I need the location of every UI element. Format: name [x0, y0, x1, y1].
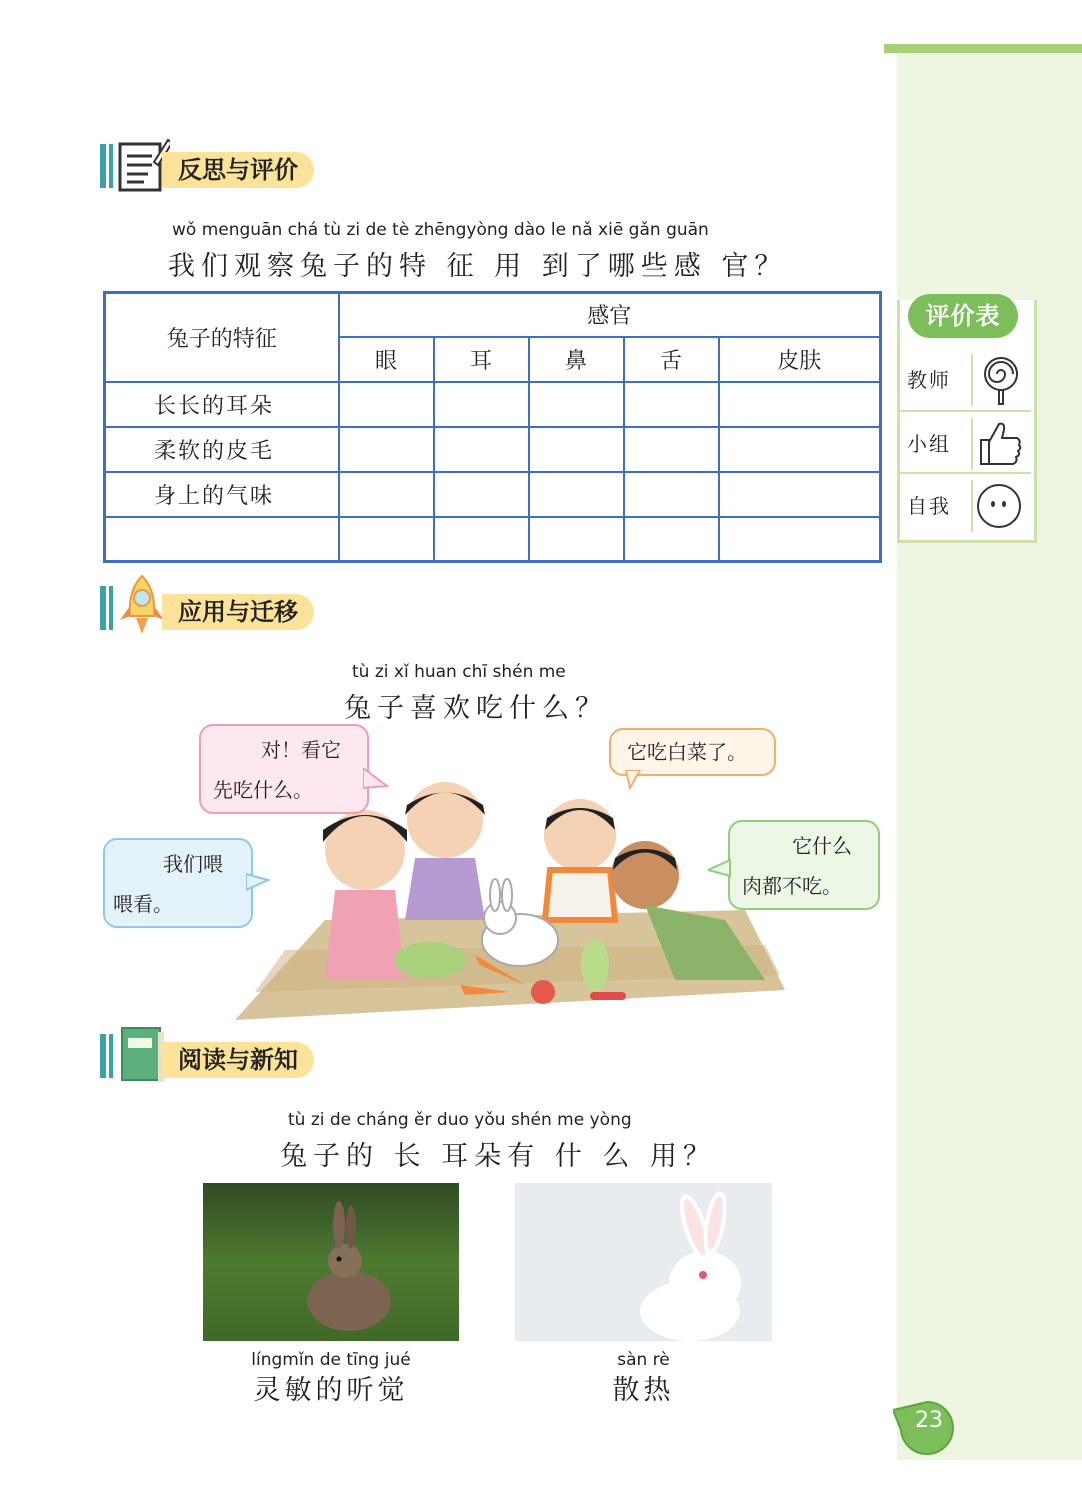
question-pinyin: tù zi de cháng ěr duo yǒu shén me yòng	[288, 1110, 632, 1130]
bubble-tail	[363, 768, 389, 792]
check-cell[interactable]	[624, 517, 719, 562]
check-cell[interactable]	[529, 472, 624, 517]
check-cell[interactable]	[339, 472, 434, 517]
check-cell[interactable]	[719, 472, 881, 517]
check-cell[interactable]	[719, 427, 881, 472]
check-cell[interactable]	[529, 427, 624, 472]
senses-table	[103, 291, 882, 563]
caption-cooling: sàn rè 散热	[612, 1350, 675, 1406]
check-cell[interactable]	[624, 382, 719, 427]
question-text: 我们观察兔子的特 征 用 到了哪些感 官？	[168, 251, 788, 282]
smiley-face-icon[interactable]	[971, 480, 1025, 532]
table-row	[105, 427, 881, 472]
section-title: 阅读与新知	[162, 1042, 314, 1078]
question-text: 兔子的 长 耳朵有 什 么 用？	[280, 1141, 716, 1172]
speech-bubble-orange: 它吃白菜了。	[609, 728, 776, 776]
eval-row-teacher	[897, 348, 1031, 410]
feature-cell: 柔软的皮毛	[105, 427, 339, 472]
check-cell[interactable]	[529, 382, 624, 427]
bubble-tail	[708, 858, 732, 880]
check-cell[interactable]	[529, 517, 624, 562]
thumbs-up-icon[interactable]	[971, 418, 1025, 470]
header-senses: 感官	[339, 293, 881, 337]
speech-bubble-green: 它什么 肉都不吃。	[728, 820, 880, 910]
check-cell[interactable]	[624, 427, 719, 472]
cabbage	[394, 942, 466, 978]
check-cell[interactable]	[339, 382, 434, 427]
table-row	[105, 472, 881, 517]
eval-row-group	[897, 410, 1031, 474]
section-title: 反思与评价	[162, 152, 314, 188]
feature-cell[interactable]	[105, 517, 339, 562]
check-cell[interactable]	[339, 427, 434, 472]
page-number: 23	[915, 1408, 943, 1433]
sense-nose: 鼻	[529, 337, 624, 382]
wild-rabbit-photo	[203, 1183, 459, 1341]
question-text: 兔子喜欢吃什么？	[344, 693, 608, 724]
check-cell[interactable]	[434, 427, 529, 472]
check-cell[interactable]	[339, 517, 434, 562]
eval-label: 小组	[907, 432, 951, 456]
question-pinyin: tù zi xǐ huan chī shén me	[352, 662, 566, 682]
check-cell[interactable]	[434, 472, 529, 517]
bubble-tail	[624, 770, 644, 790]
header-feature: 兔子的特征	[105, 293, 339, 382]
sense-tongue: 舌	[624, 337, 719, 382]
speech-bubble-pink: 对！看它 先吃什么。	[199, 724, 369, 814]
sense-ear: 耳	[434, 337, 529, 382]
feature-cell: 长长的耳朵	[105, 382, 339, 427]
right-margin-band	[897, 50, 1082, 1460]
bubble-tail	[246, 872, 270, 894]
table-row	[105, 517, 881, 562]
feature-cell: 身上的气味	[105, 472, 339, 517]
check-cell[interactable]	[719, 382, 881, 427]
lollipop-icon[interactable]	[971, 354, 1025, 406]
eval-row-self	[897, 472, 1031, 536]
eval-label: 自我	[907, 494, 951, 518]
caption-hearing: língmǐn de tīng jué 灵敏的听觉	[251, 1350, 411, 1406]
section-title: 应用与迁移	[162, 594, 314, 630]
girl-middle	[407, 782, 483, 858]
check-cell[interactable]	[434, 517, 529, 562]
white-rabbit-photo	[515, 1183, 772, 1341]
question-pinyin: wǒ menguān chá tù zi de tè zhēngyòng dào le nǎ xiē gǎn guān	[172, 220, 709, 240]
check-cell[interactable]	[434, 382, 529, 427]
top-right-line	[884, 44, 1082, 53]
speech-bubble-blue: 我们喂 喂看。	[103, 838, 253, 928]
table-row	[105, 382, 881, 427]
evaluation-title: 评价表	[908, 294, 1018, 338]
sense-eye: 眼	[339, 337, 434, 382]
check-cell[interactable]	[624, 472, 719, 517]
eval-label: 教师	[907, 368, 951, 392]
sense-skin: 皮肤	[719, 337, 881, 382]
check-cell[interactable]	[719, 517, 881, 562]
